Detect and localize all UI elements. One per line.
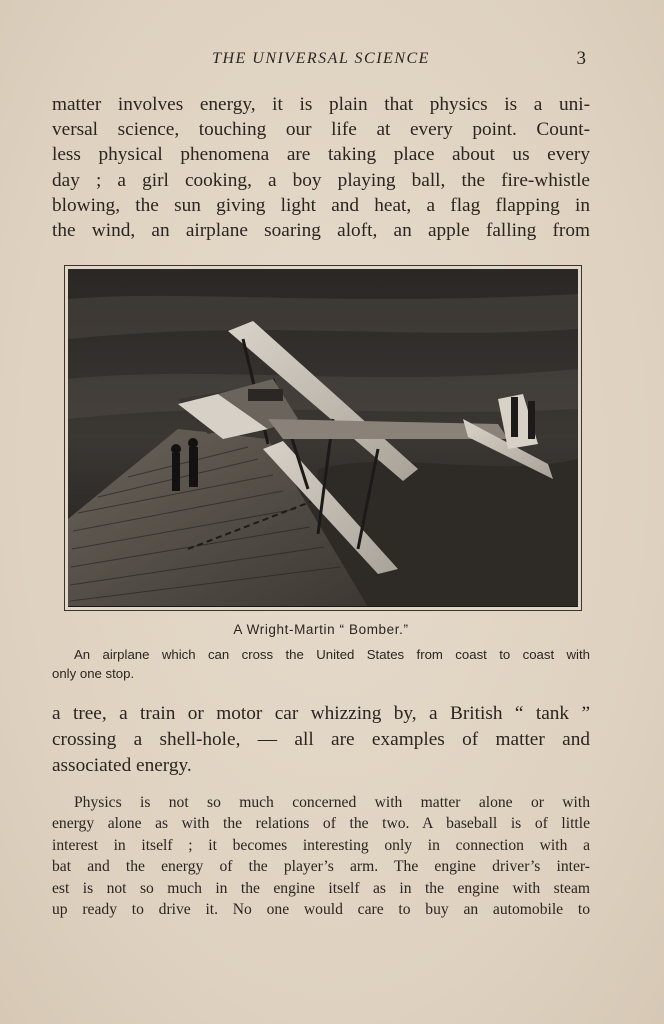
text-line: energy alone as with the relations of the two. A baseball is of little <box>52 815 590 833</box>
text-line: day ; a girl cooking, a boy playing ball, the fire-whistle <box>52 169 590 191</box>
caption-line: only one stop. <box>52 666 135 681</box>
text-line: a tree, a train or motor car whizzing by, a British “ tank ” <box>52 703 590 724</box>
page-number: 3 <box>576 48 586 69</box>
text-line: est is not so much in the engine itself as in the engine with steam <box>52 879 590 897</box>
paragraph-1 <box>52 92 590 243</box>
text-line: bat and the energy of the player’s arm. The engine driver’s inter- <box>52 858 590 876</box>
text-line: interest in itself ; it becomes interesting only in connection with a <box>52 836 590 854</box>
running-head <box>52 50 590 70</box>
paragraph-2 <box>52 701 590 779</box>
text-line: versal science, touching our life at every point. Count- <box>52 119 590 141</box>
text-line: blowing, the sun giving light and heat, a flag flapping in <box>52 194 590 216</box>
running-title: THE UNIVERSAL SCIENCE <box>212 50 430 67</box>
text-line: the wind, an airplane soaring aloft, an apple falling from <box>52 220 590 242</box>
biplane-photo-illustration <box>68 269 578 607</box>
text-line: less physical phenomena are taking place about us every <box>52 144 590 166</box>
paragraph-3 <box>52 792 590 920</box>
airplane-photograph <box>64 265 582 611</box>
text-line: Physics is not so much concerned with matter alone or with <box>74 794 590 811</box>
caption-line: An airplane which can cross the United States from coast to coast with <box>74 647 590 662</box>
figure-caption <box>52 645 590 683</box>
text-line: crossing a shell-hole, — all are examples of matter and <box>52 729 590 750</box>
text-line: matter involves energy, it is plain that physics is a uni- <box>52 94 590 115</box>
text-line: up ready to drive it. No one would care to buy an automobile to <box>52 901 590 919</box>
figure-caption-title: A Wright-Martin “ Bomber.” <box>233 622 409 637</box>
text-line: associated energy. <box>52 755 192 776</box>
